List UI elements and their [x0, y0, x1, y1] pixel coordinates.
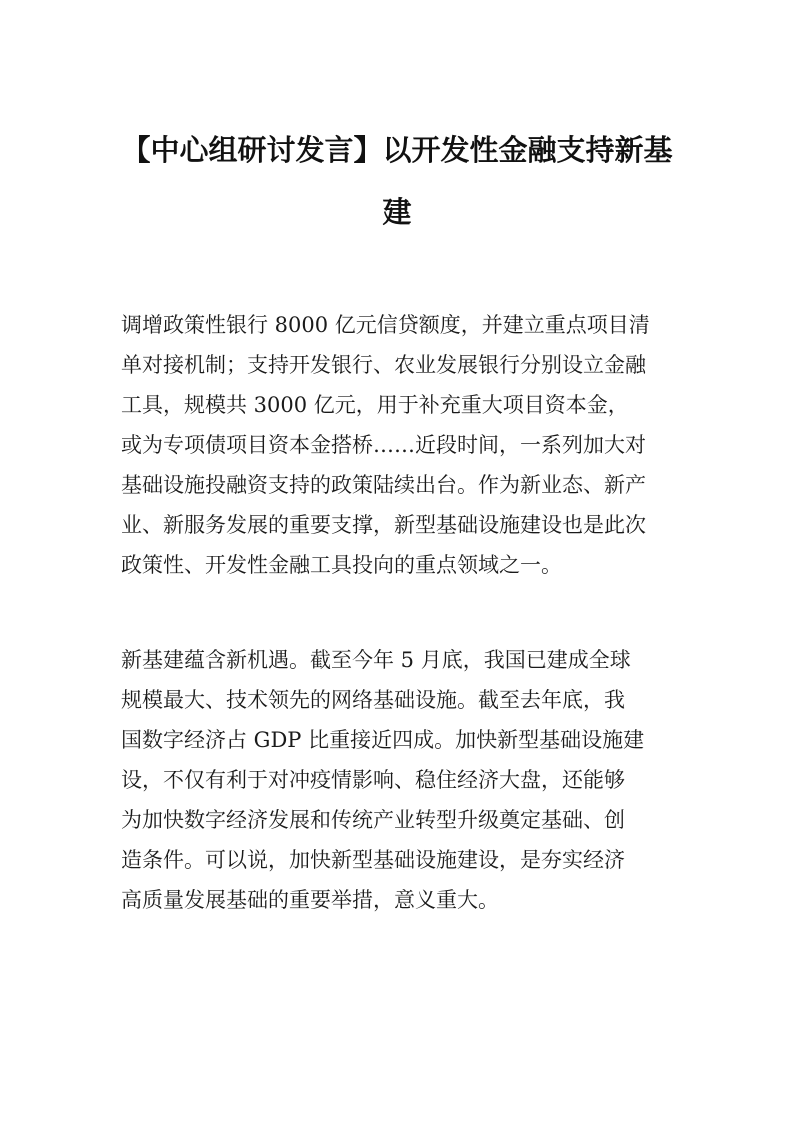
- paragraph-line: 或为专项债项目资本金搭桥……近段时间，一系列加大对: [121, 433, 646, 457]
- paragraph-line: 新基建蕴含新机遇。截至今年 5 月底，我国已建成全球: [121, 648, 631, 672]
- paragraph-line: 规模最大、技术领先的网络基础设施。截至去年底，我: [121, 688, 625, 712]
- document-title-line-2: 建: [382, 195, 412, 229]
- paragraph-line: 工具，规模共 3000 亿元，用于补充重大项目资本金，: [121, 393, 629, 417]
- paragraph-line: 为加快数字经济发展和传统产业转型升级奠定基础、创: [121, 808, 625, 832]
- paragraph-line: 造条件。可以说，加快新型基础设施建设，是夯实经济: [121, 848, 625, 872]
- paragraph-line: 调增政策性银行 8000 亿元信贷额度，并建立重点项目清: [121, 313, 650, 337]
- paragraph-line: 业、新服务发展的重要支撑，新型基础设施建设也是此次: [121, 513, 646, 537]
- paragraph-line: 高质量发展基础的重要举措，意义重大。: [121, 888, 499, 912]
- document-title-line-1: 【中心组研讨发言】以开发性金融支持新基: [121, 133, 673, 167]
- paragraph-line: 设，不仅有利于对冲疫情影响、稳住经济大盘，还能够: [121, 768, 625, 792]
- paragraph-line: 单对接机制；支持开发银行、农业发展银行分别设立金融: [121, 353, 646, 377]
- paragraph-line: 政策性、开发性金融工具投向的重点领域之一。: [121, 553, 562, 577]
- paragraph-line: 基础设施投融资支持的政策陆续出台。作为新业态、新产: [121, 473, 646, 497]
- paragraph-line: 国数字经济占 GDP 比重接近四成。加快新型基础设施建: [121, 728, 645, 752]
